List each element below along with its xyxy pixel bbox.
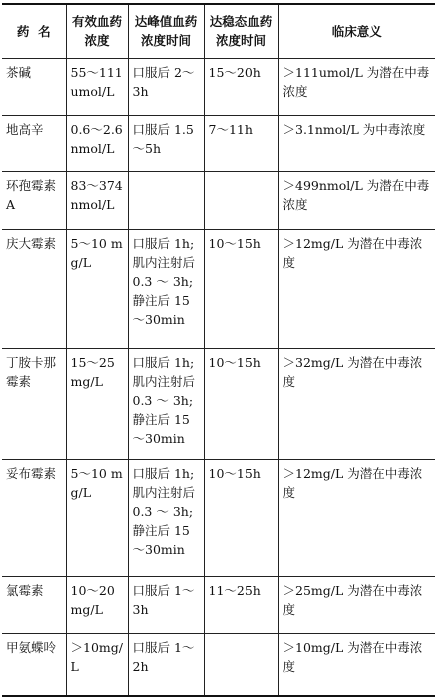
effective-concentration-cell: ＞10mg/L [66,634,128,696]
table-header-row [2,4,435,58]
effective-concentration-cell: 55～111 umol/L [66,58,128,115]
effective-concentration-cell: 0.6～2.6 nmol/L [66,115,128,171]
steady-state-time-cell [204,172,278,230]
table-row [2,58,435,115]
peak-time-cell: 口服后 2～3h [128,58,204,115]
drug-concentration-table [2,3,435,697]
steady-state-time-cell: 10～15h [204,348,278,460]
clinical-significance-cell: ＞10mg/L 为潜在中毒浓度 [278,634,435,696]
peak-time-cell: 口服后 1h; 肌内注射后 0.3 ～ 3h; 静注后 15～30min [128,230,204,349]
clinical-significance-cell: ＞111umol/L 为潜在中毒浓度 [278,58,435,115]
table-row [2,230,435,349]
peak-time-cell [128,172,204,230]
header-steady-state-time: 达稳态血药浓度时间 [204,4,278,58]
header-peak-time: 达峰值血药浓度时间 [128,4,204,58]
clinical-significance-cell: ＞12mg/L 为潜在中毒浓度 [278,460,435,577]
drug-name-cell: 庆大霉素 [2,230,66,349]
steady-state-time-cell: 7～11h [204,115,278,171]
table-row [2,115,435,171]
steady-state-time-cell: 11～25h [204,576,278,633]
table-row [2,172,435,230]
effective-concentration-cell: 15～25 mg/L [66,348,128,460]
effective-concentration-cell: 5～10 mg/L [66,460,128,577]
clinical-significance-cell: ＞12mg/L 为潜在中毒浓度 [278,230,435,349]
header-drug-name: 药 名 [2,4,66,58]
header-clinical-significance: 临床意义 [278,4,435,58]
table-row [2,460,435,577]
peak-time-cell: 口服后 1～3h [128,576,204,633]
drug-name-cell: 丁胺卡那霉素 [2,348,66,460]
peak-time-cell: 口服后 1～2h [128,634,204,696]
steady-state-time-cell [204,634,278,696]
table-row [2,634,435,696]
drug-name-cell: 地高辛 [2,115,66,171]
drug-name-cell: 甲氨蝶呤 [2,634,66,696]
peak-time-cell: 口服后 1.5～5h [128,115,204,171]
steady-state-time-cell: 15～20h [204,58,278,115]
table-row [2,576,435,633]
clinical-significance-cell: ＞3.1nmol/L 为中毒浓度 [278,115,435,171]
steady-state-time-cell: 10～15h [204,460,278,577]
clinical-significance-cell: ＞499nmol/L 为潜在中毒浓度 [278,172,435,230]
drug-name-cell: 环孢霉素A [2,172,66,230]
document-page [2,3,435,697]
clinical-significance-cell: ＞25mg/L 为潜在中毒浓度 [278,576,435,633]
drug-name-cell: 茶碱 [2,58,66,115]
clinical-significance-cell: ＞32mg/L 为潜在中毒浓度 [278,348,435,460]
peak-time-cell: 口服后 1h; 肌内注射后 0.3 ～ 3h; 静注后 15～30min [128,460,204,577]
table-row [2,348,435,460]
drug-name-cell: 氯霉素 [2,576,66,633]
effective-concentration-cell: 10～20 mg/L [66,576,128,633]
header-effective-concentration: 有效血药浓度 [66,4,128,58]
effective-concentration-cell: 5～10 mg/L [66,230,128,349]
effective-concentration-cell: 83～374 nmol/L [66,172,128,230]
peak-time-cell: 口服后 1h; 肌内注射后 0.3 ～ 3h; 静注后 15～30min [128,348,204,460]
steady-state-time-cell: 10～15h [204,230,278,349]
drug-name-cell: 妥布霉素 [2,460,66,577]
